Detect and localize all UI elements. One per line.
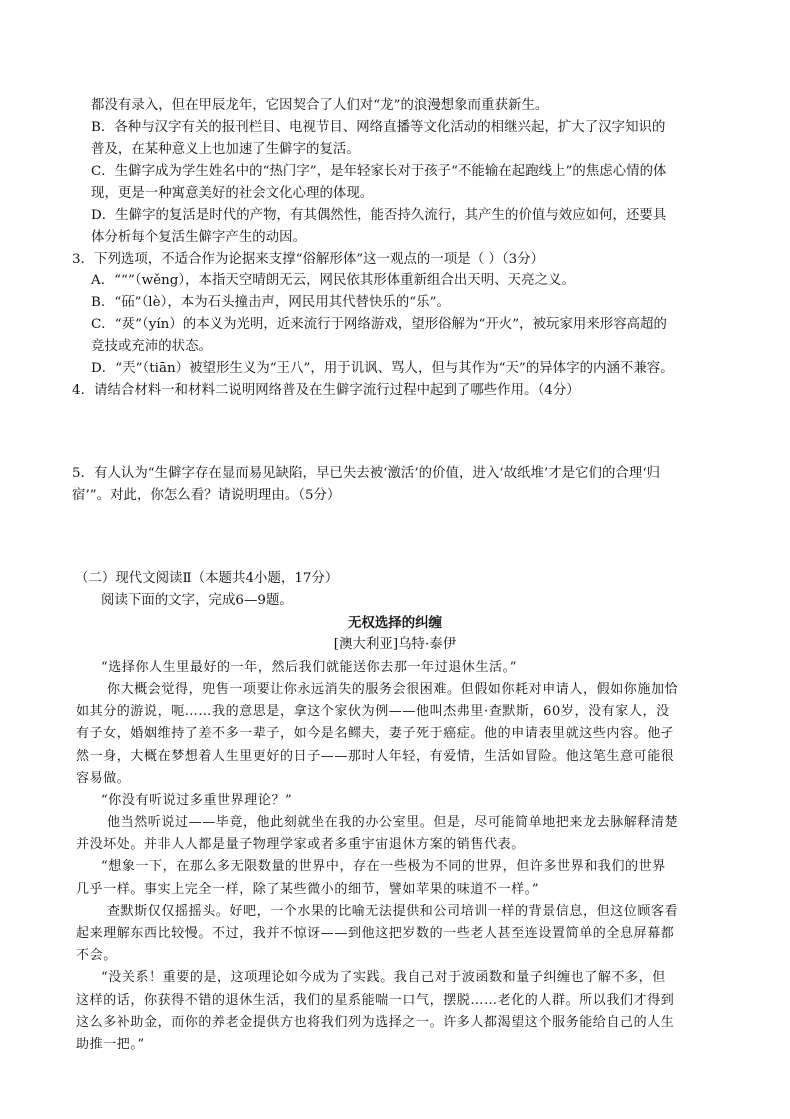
story-paragraph: 然一身，大概在梦想着人生里更好的日子——那时人年轻，有爱情，生活如冒险。他这笔生意可能很 <box>76 749 675 764</box>
option-d-line-2: 体分析每个复活生僻字产生的动因。 <box>91 230 307 245</box>
section-heading: （二）现代文阅读Ⅱ（本题共4小题，17分） <box>75 571 339 586</box>
story-paragraph: “你没有听说过多重世界理论？” <box>101 793 293 808</box>
question-3-option-d: D．“兲”（tiān）被望形生义为“王八”，用于讥讽、骂人，但与其作为“天”的异体字的内涵不兼容。 <box>91 361 674 376</box>
question-3-option-b: B．“砳”（lè），本为石头撞击声，网民用其代替快乐的“乐”。 <box>91 295 450 310</box>
story-paragraph: 助推一把。” <box>76 1037 145 1052</box>
story-paragraph: 这样的话，你获得不错的退休生活，我们的星系能喘一口气，摆脱……老化的人群。所以我们才得到 <box>76 993 675 1008</box>
option-d-line-1: D．生僻字的复活是时代的产物，有其偶然性，能否持久流行，其产生的价值与效应如何，还要具 <box>91 208 667 223</box>
story-paragraph: 如其分的游说，呃……我的意思是，拿这个家伙为例——他叫杰弗里·查默斯，60岁，没有家人，没 <box>76 704 670 719</box>
story-paragraph: “想象一下，在那么多无限数量的世界中，存在一些极为不同的世界，但许多世界和我们的世界 <box>101 859 666 874</box>
story-paragraph: “选择你人生里最好的一年，然后我们就能送你去那一年过退休生活。” <box>101 660 517 675</box>
story-paragraph: 起来理解东西比较慢。不过，我并不惊讶——到他这把岁数的一些老人甚至连设置简单的全息屏幕都 <box>76 926 675 941</box>
question-5-line-2: 宿’”。对此，你怎么看？请说明理由。（5分） <box>72 488 341 503</box>
question-3-stem: 3．下列选项，不适合作为论据来支撑“俗解形体”这一观点的一项是（ ）（3分） <box>72 252 545 267</box>
question-3-option-c-line-1: C．“烎”（yín）的本义为光明，近来流行于网络游戏，望形俗解为“开火”，被玩家用来形容高超的 <box>91 317 667 332</box>
story-paragraph: 有子女，婚姻维持了差不多一辈子，如今是名鳏夫，妻子死于癌症。他的申请表里就这些内容。他孑 <box>76 726 675 741</box>
story-paragraph: 这么多补助金，而你的养老金提供方也将我们列为选择之一。许多人都渴望这个服务能给自己的人生 <box>76 1015 675 1030</box>
option-a-continued: 都没有录入，但在甲辰龙年，它因契合了人们对“龙”的浪漫想象而重获新生。 <box>91 98 549 113</box>
story-paragraph: 几乎一样。事实上完全一样，除了某些微小的细节，譬如苹果的味道不一样。” <box>76 882 540 897</box>
question-3-option-c-line-2: 竞技或充沛的状态。 <box>91 339 212 354</box>
question-4: 4．请结合材料一和材料二说明网络普及在生僻字流行过程中起到了哪些作用。（4分） <box>72 383 580 398</box>
option-c-line-1: C．生僻字成为学生姓名中的“热门字”，是年轻家长对于孩子“不能输在起跑线上”的焦虑心情的体 <box>91 164 667 179</box>
question-3-option-a: A．““”（wěng），本指天空晴朗无云，网民依其形体重新组合出天明、天亮之义。 <box>91 273 575 288</box>
story-paragraph: 他当然听说过——毕竟，他此刻就坐在我的办公室里。但是，尽可能简单地把来龙去脉解释清楚 <box>107 815 679 830</box>
story-paragraph: 并没坏处。并非人人都是量子物理学家或者多重宇宙退休方案的销售代表。 <box>76 837 525 852</box>
story-title: 无权选择的纠缠 <box>347 615 443 631</box>
option-b-line-1: B．各种与汉字有关的报刊栏目、电视节目、网络直播等文化活动的相继兴起，扩大了汉字知识的 <box>91 120 666 135</box>
story-paragraph: 不会。 <box>76 948 117 963</box>
question-5-line-1: 5．有人认为“生僻字存在显而易见缺陷，早已失去被‘激活’的价值，进入‘故纸堆’才是它们的合理‘归 <box>72 466 661 481</box>
option-c-line-2: 现，更是一种寓意美好的社会文化心理的体现。 <box>91 186 374 201</box>
story-paragraph: “没关系！重要的是，这项理论如今成为了实践。我自己对于波函数和量子纠缠也了解不多，但 <box>101 970 666 985</box>
story-paragraph: 查默斯仅仅摇摇头。好吧，一个水果的比喻无法提供和公司培训一样的背景信息，但这位顾客看 <box>107 904 679 919</box>
story-paragraph: 容易做。 <box>76 771 131 786</box>
story-paragraph: 你大概会觉得，兜售一项要让你永远消失的服务会很困难。但假如你耗对申请人，假如你施加恰 <box>107 682 679 697</box>
story-author: [澳大利亚]乌特·泰伊 <box>333 637 457 652</box>
option-b-line-2: 普及，在某种意义上也加速了生僻字的复活。 <box>91 142 360 157</box>
reading-instruction: 阅读下面的文字，完成6—9题。 <box>101 593 293 608</box>
